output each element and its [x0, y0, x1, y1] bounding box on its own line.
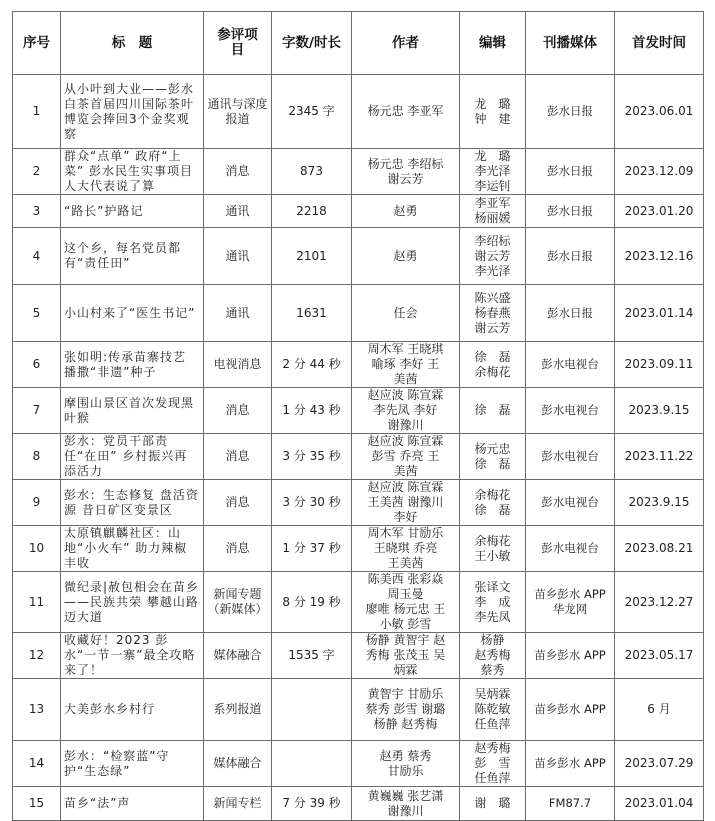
row-number: 14 [13, 741, 61, 787]
table-row [13, 228, 704, 285]
row-title: 彭水：生态修复 盘活资源 昔日矿区变景区 [61, 480, 204, 526]
row-number: 1 [13, 75, 61, 149]
award-entries-table [12, 11, 704, 821]
row-number: 10 [13, 526, 61, 572]
table-row [13, 741, 704, 787]
row-authors [352, 434, 460, 480]
row-authors-line: 彭雪 乔亮 王 [371, 449, 440, 463]
row-editors [460, 149, 526, 195]
row-authors-line: 赵勇 蔡秀 [379, 748, 432, 763]
row-editors-line: 吴炳霖 [474, 687, 511, 701]
row-editors-line: 王小敏 [474, 548, 511, 563]
row-editors [460, 434, 526, 480]
row-authors-line: 赵应波 陈宣霖 [367, 388, 444, 402]
row-date: 2023.12.16 [615, 228, 704, 285]
row-media-line: 彭水日报 [547, 203, 593, 218]
row-length: 1535 字 [272, 633, 352, 679]
row-editors-line: 任鱼萍 [474, 771, 511, 785]
row-media [526, 679, 615, 741]
row-number: 8 [13, 434, 61, 480]
row-title: 彭水：党员干部责任“在田” 乡村振兴再添活力 [61, 434, 204, 480]
row-number: 9 [13, 480, 61, 526]
row-editors-line: 龙 璐 [474, 96, 511, 111]
row-media [526, 741, 615, 787]
row-editors-line: 徐 磊 [474, 403, 511, 417]
row-title: 小山村来了“医生书记” [61, 285, 204, 342]
row-category: 媒体融合 [204, 633, 272, 679]
row-authors-line: 谢云芳 [387, 171, 424, 186]
row-media-line: 彭水电视台 [541, 541, 599, 555]
row-editors-line: 杨丽媛 [474, 211, 511, 225]
row-category: 通讯 [204, 285, 272, 342]
table-row [13, 679, 704, 741]
row-category: 通讯与深度报道 [204, 75, 272, 149]
row-media [526, 434, 615, 480]
row-authors [352, 75, 460, 149]
row-media [526, 572, 615, 633]
row-media-line: FM87.7 [548, 796, 592, 810]
row-category: 新闻专栏 [204, 787, 272, 821]
row-date: 2023.09.11 [615, 342, 704, 388]
row-authors [352, 388, 460, 434]
row-title: 摩围山景区首次发现黑叶猴 [61, 388, 204, 434]
row-authors-line: 谢豫川 [387, 803, 424, 818]
row-title: 张如明:传承苗寨技艺 播撒“非遗”种子 [61, 342, 204, 388]
row-authors-line: 炳霖 [393, 663, 418, 677]
row-media-line: 彭水电视台 [541, 495, 599, 509]
row-media-line: 苗乡彭水 APP [534, 648, 606, 662]
row-authors [352, 149, 460, 195]
table-row [13, 480, 704, 526]
row-editors-line: 李光泽 [474, 263, 511, 278]
row-media-line: 华龙网 [552, 602, 588, 616]
row-title: 苗乡“法”声 [61, 787, 204, 821]
row-length: 873 [272, 149, 352, 195]
row-category: 通讯 [204, 195, 272, 228]
table-row [13, 388, 704, 434]
row-authors [352, 572, 460, 633]
row-media-line: 苗乡彭水 APP [534, 756, 606, 770]
row-authors-line: 喻琢 李好 王 [371, 357, 440, 371]
row-editors-line: 李光泽 [474, 164, 511, 178]
table-row [13, 526, 704, 572]
row-category: 通讯 [204, 228, 272, 285]
row-editors [460, 285, 526, 342]
header-category: 参评项目 [204, 12, 272, 75]
row-media-line: 彭水日报 [547, 104, 593, 118]
row-authors-line: 秀梅 张茂玉 吴 [365, 648, 446, 662]
row-length: 2 分 44 秒 [272, 342, 352, 388]
table-row [13, 572, 704, 633]
row-date: 6 月 [615, 679, 704, 741]
table-row [13, 434, 704, 480]
row-category: 消息 [204, 434, 272, 480]
row-editors [460, 480, 526, 526]
row-editors-line: 余梅花 [474, 487, 511, 502]
row-editors [460, 195, 526, 228]
row-editors-line: 陈兴盛 [474, 290, 511, 305]
header-title: 标 题 [61, 12, 204, 75]
row-authors [352, 633, 460, 679]
row-media-line: 彭水电视台 [541, 403, 599, 417]
row-title: “路长”护路记 [61, 195, 204, 228]
row-authors-line: 王美茜 谢豫川 [367, 495, 444, 509]
row-editors [460, 679, 526, 741]
header-row [13, 12, 704, 75]
header-editors: 编辑 [460, 12, 526, 75]
row-editors-line: 谢 璐 [474, 796, 511, 810]
row-authors-line: 王美茜 [387, 556, 424, 570]
row-editors-line: 任鱼萍 [474, 717, 511, 731]
row-category: 系列报道 [204, 679, 272, 741]
row-editors-line: 张译文 [474, 579, 511, 594]
row-title: 太原镇麒麟社区：山地“小火车” 助力辣椒丰收 [61, 526, 204, 572]
row-authors [352, 679, 460, 741]
row-authors-line: 美茜 [393, 464, 418, 478]
row-authors-line: 赵勇 [393, 203, 418, 218]
row-editors-line: 徐 磊 [474, 502, 511, 517]
row-editors-line: 徐 磊 [474, 349, 511, 364]
row-media-line: 彭水电视台 [541, 357, 599, 371]
row-media [526, 633, 615, 679]
row-length: 8 分 19 秒 [272, 572, 352, 633]
row-media [526, 228, 615, 285]
table-row [13, 342, 704, 388]
row-editors-line: 李运钊 [474, 179, 511, 193]
row-number: 13 [13, 679, 61, 741]
row-media [526, 195, 615, 228]
row-authors [352, 342, 460, 388]
row-media [526, 526, 615, 572]
row-editors-line: 陈乾敏 [474, 702, 511, 716]
row-date: 2023.01.04 [615, 787, 704, 821]
row-editors-line: 李绍标 [474, 233, 511, 248]
row-date: 2023.12.09 [615, 149, 704, 195]
row-editors [460, 228, 526, 285]
row-editors-line: 徐 磊 [474, 456, 511, 471]
row-number: 7 [13, 388, 61, 434]
row-date: 2023.01.20 [615, 195, 704, 228]
row-number: 11 [13, 572, 61, 633]
row-length [272, 741, 352, 787]
row-number: 12 [13, 633, 61, 679]
row-editors-line: 李亚军 [474, 196, 511, 210]
row-length: 2218 [272, 195, 352, 228]
row-editors [460, 388, 526, 434]
row-editors-line: 杨静 [480, 633, 505, 647]
row-title: 群众“点单” 政府“上菜” 彭水民生实事项目人大代表说了算 [61, 149, 204, 195]
row-category: 消息 [204, 480, 272, 526]
table-row [13, 75, 704, 149]
row-editors-line: 杨春燕 [474, 305, 511, 320]
row-number: 3 [13, 195, 61, 228]
row-authors-line: 廖唯 杨元忠 王 [365, 602, 446, 616]
row-editors [460, 75, 526, 149]
row-title: 从小叶到大业——彭水白茶首届四川国际茶叶博览会捧回3个金奖观察 [61, 75, 204, 149]
row-editors-line: 赵秀梅 [474, 648, 511, 662]
row-title: 大美彭水乡村行 [61, 679, 204, 741]
row-media [526, 787, 615, 821]
row-media [526, 342, 615, 388]
row-length: 1 分 43 秒 [272, 388, 352, 434]
row-editors-line: 钟 建 [474, 111, 511, 126]
row-media [526, 149, 615, 195]
row-editors-line: 赵秀梅 [474, 741, 511, 755]
table-row [13, 633, 704, 679]
row-editors-line: 谢云芳 [474, 320, 511, 335]
row-authors-line: 谢豫川 [387, 418, 424, 432]
header-date: 首发时间 [615, 12, 704, 75]
row-media-line: 彭水日报 [547, 164, 593, 178]
row-length: 2101 [272, 228, 352, 285]
row-date: 2023.05.17 [615, 633, 704, 679]
row-media-line: 彭水日报 [547, 305, 593, 320]
row-editors-line: 彭 雪 [474, 756, 511, 770]
row-authors-line: 黄智宇 甘励乐 [367, 687, 444, 701]
header-length: 字数/时长 [272, 12, 352, 75]
row-authors-line: 王晓琪 乔亮 [373, 541, 438, 555]
row-editors [460, 572, 526, 633]
row-media-line: 苗乡彭水 APP [534, 587, 606, 601]
row-number: 6 [13, 342, 61, 388]
row-media [526, 480, 615, 526]
row-editors-line: 龙 璐 [474, 149, 511, 163]
row-authors [352, 787, 460, 821]
row-date: 2023.12.27 [615, 572, 704, 633]
row-authors-line: 周木军 王晓琪 [367, 342, 444, 356]
row-editors [460, 787, 526, 821]
row-authors [352, 195, 460, 228]
row-authors [352, 526, 460, 572]
row-length: 1 分 37 秒 [272, 526, 352, 572]
row-date: 2023.9.15 [615, 388, 704, 434]
row-editors-line: 李 成 [474, 594, 511, 609]
row-number: 2 [13, 149, 61, 195]
row-authors [352, 228, 460, 285]
row-authors [352, 480, 460, 526]
row-authors [352, 285, 460, 342]
row-media [526, 285, 615, 342]
row-category: 消息 [204, 388, 272, 434]
row-title: 这个乡，每名党员都有“责任田” [61, 228, 204, 285]
row-editors-line: 谢云芳 [474, 248, 511, 263]
row-category: 新闻专题（新媒体） [204, 572, 272, 633]
row-category: 消息 [204, 526, 272, 572]
row-authors-line: 赵应波 陈宣霖 [367, 480, 444, 494]
row-length: 3 分 35 秒 [272, 434, 352, 480]
row-length: 7 分 39 秒 [272, 787, 352, 821]
row-editors [460, 633, 526, 679]
row-media [526, 75, 615, 149]
row-editors [460, 342, 526, 388]
row-authors-line: 李好 [393, 510, 418, 524]
row-editors [460, 526, 526, 572]
row-date: 2023.11.22 [615, 434, 704, 480]
row-title: 微纪录|赦包相会在苗乡——民族共荣 攀越山路迈大道 [61, 572, 204, 633]
row-number: 15 [13, 787, 61, 821]
row-authors-line: 甘励乐 [387, 763, 424, 778]
table-row [13, 787, 704, 821]
row-length [272, 679, 352, 741]
row-authors-line: 杨静 黄智宇 赵 [365, 633, 446, 647]
row-category: 电视消息 [204, 342, 272, 388]
row-length: 2345 字 [272, 75, 352, 149]
row-length: 3 分 30 秒 [272, 480, 352, 526]
row-editors-line: 余梅花 [474, 364, 511, 379]
row-authors [352, 741, 460, 787]
header-no: 序号 [13, 12, 61, 75]
row-category: 媒体融合 [204, 741, 272, 787]
header-media: 刊播媒体 [526, 12, 615, 75]
table-row [13, 285, 704, 342]
header-authors: 作者 [352, 12, 460, 75]
row-authors-line: 赵应波 陈宣霖 [367, 434, 444, 448]
row-date: 2023.01.14 [615, 285, 704, 342]
row-authors-line: 周玉曼 [387, 587, 424, 601]
row-title: 收藏好！2023 彭水“一节一寨”最全攻略来了！ [61, 633, 204, 679]
row-authors-line: 李先凤 李好 [373, 403, 438, 417]
row-authors-line: 小敏 彭雪 [379, 617, 432, 631]
row-date: 2023.06.01 [615, 75, 704, 149]
row-number: 5 [13, 285, 61, 342]
row-authors-line: 任会 [393, 305, 418, 320]
row-date: 2023.08.21 [615, 526, 704, 572]
row-authors-line: 杨元忠 李亚军 [367, 104, 444, 118]
table-row [13, 149, 704, 195]
row-length: 1631 [272, 285, 352, 342]
row-category: 消息 [204, 149, 272, 195]
row-date: 2023.07.29 [615, 741, 704, 787]
row-editors-line: 杨元忠 [474, 441, 511, 456]
row-date: 2023.9.15 [615, 480, 704, 526]
row-authors-line: 赵勇 [393, 248, 418, 263]
row-editors-line: 蔡秀 [480, 663, 505, 677]
row-title: 彭水：“检察蓝”守护“生态绿” [61, 741, 204, 787]
row-media-line: 苗乡彭水 APP [534, 702, 606, 716]
table-row [13, 195, 704, 228]
row-media-line: 彭水日报 [547, 248, 593, 263]
row-authors-line: 蔡秀 彭雪 谢璐 [365, 702, 446, 716]
row-authors-line: 美茜 [393, 372, 418, 386]
row-editors [460, 741, 526, 787]
row-editors-line: 李先凤 [474, 609, 511, 624]
row-authors-line: 周木军 甘励乐 [367, 526, 444, 540]
row-number: 4 [13, 228, 61, 285]
row-media-line: 彭水电视台 [541, 449, 599, 463]
row-authors-line: 杨静 赵秀梅 [373, 717, 438, 731]
row-media [526, 388, 615, 434]
row-authors-line: 陈美西 张彩焱 [367, 572, 444, 586]
row-authors-line: 杨元忠 李绍标 [367, 156, 444, 171]
row-authors-line: 黄巍巍 张艺潇 [367, 788, 444, 803]
row-editors-line: 余梅花 [474, 533, 511, 548]
